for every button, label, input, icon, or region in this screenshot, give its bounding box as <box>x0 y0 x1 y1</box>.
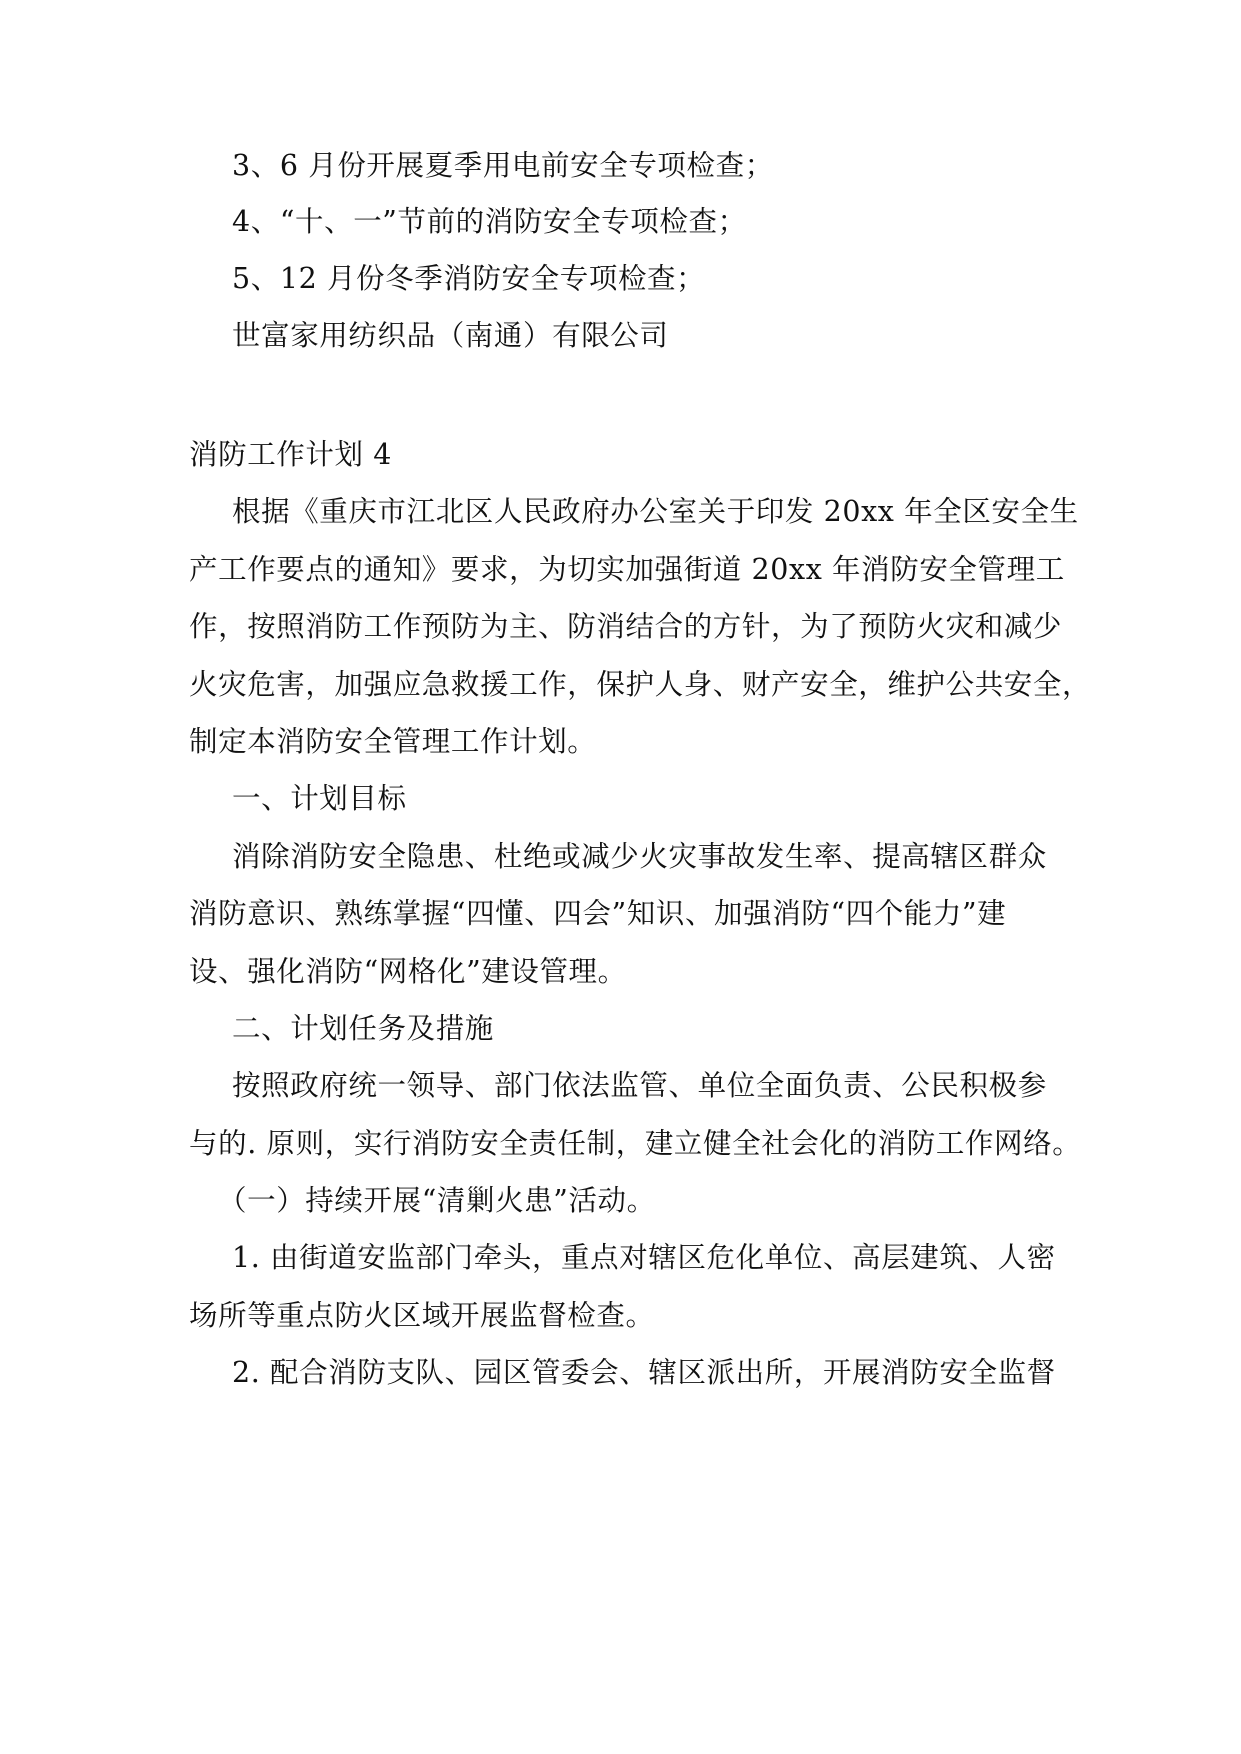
item-1-line-2: 场所等重点防火区域开展监督检查。 <box>189 1299 655 1332</box>
intro-line-5: 制定本消防安全管理工作计划。 <box>189 725 597 758</box>
intro-line-4: 火灾危害，加强应急救援工作，保护人身、财产安全，维护公共安全， <box>189 668 1092 701</box>
item-1-line-1: 1. 由街道安监部门牵头，重点对辖区危化单位、高层建筑、人密 <box>232 1241 1056 1274</box>
list-item-5: 5、12 月份冬季消防安全专项检查； <box>232 262 706 295</box>
goal-line-3: 设、强化消防“网格化”建设管理。 <box>189 955 627 988</box>
heading-goals: 一、计划目标 <box>232 782 407 815</box>
company-name: 世富家用纺织品（南通）有限公司 <box>232 319 669 352</box>
list-item-3: 3、6 月份开展夏季用电前安全专项检查； <box>232 149 774 182</box>
sub-heading-1: （一）持续开展“清剿火患”活动。 <box>218 1184 656 1217</box>
goal-line-2: 消防意识、熟练掌握“四懂、四会”知识、加强消防“四个能力”建 <box>189 897 1007 930</box>
intro-line-1: 根据《重庆市江北区人民政府办公室关于印发 20xx 年全区安全生 <box>232 495 1079 528</box>
intro-line-2: 产工作要点的通知》要求，为切实加强街道 20xx 年消防安全管理工 <box>189 553 1065 586</box>
task-line-2: 与的. 原则，实行消防安全责任制，建立健全社会化的消防工作网络。 <box>189 1127 1082 1160</box>
heading-tasks: 二、计划任务及措施 <box>232 1012 494 1045</box>
task-line-1: 按照政府统一领导、部门依法监管、单位全面负责、公民积极参 <box>232 1069 1047 1102</box>
item-2-line-1: 2. 配合消防支队、园区管委会、辖区派出所，开展消防安全监督 <box>232 1356 1056 1389</box>
intro-line-3: 作，按照消防工作预防为主、防消结合的方针，为了预防火灾和减少 <box>189 610 1063 643</box>
list-item-4: 4、“十、一”节前的消防安全专项检查； <box>232 205 747 238</box>
goal-line-1: 消除消防安全隐患、杜绝或减少火灾事故发生率、提高辖区群众 <box>232 840 1047 873</box>
section-title: 消防工作计划 4 <box>189 438 392 471</box>
